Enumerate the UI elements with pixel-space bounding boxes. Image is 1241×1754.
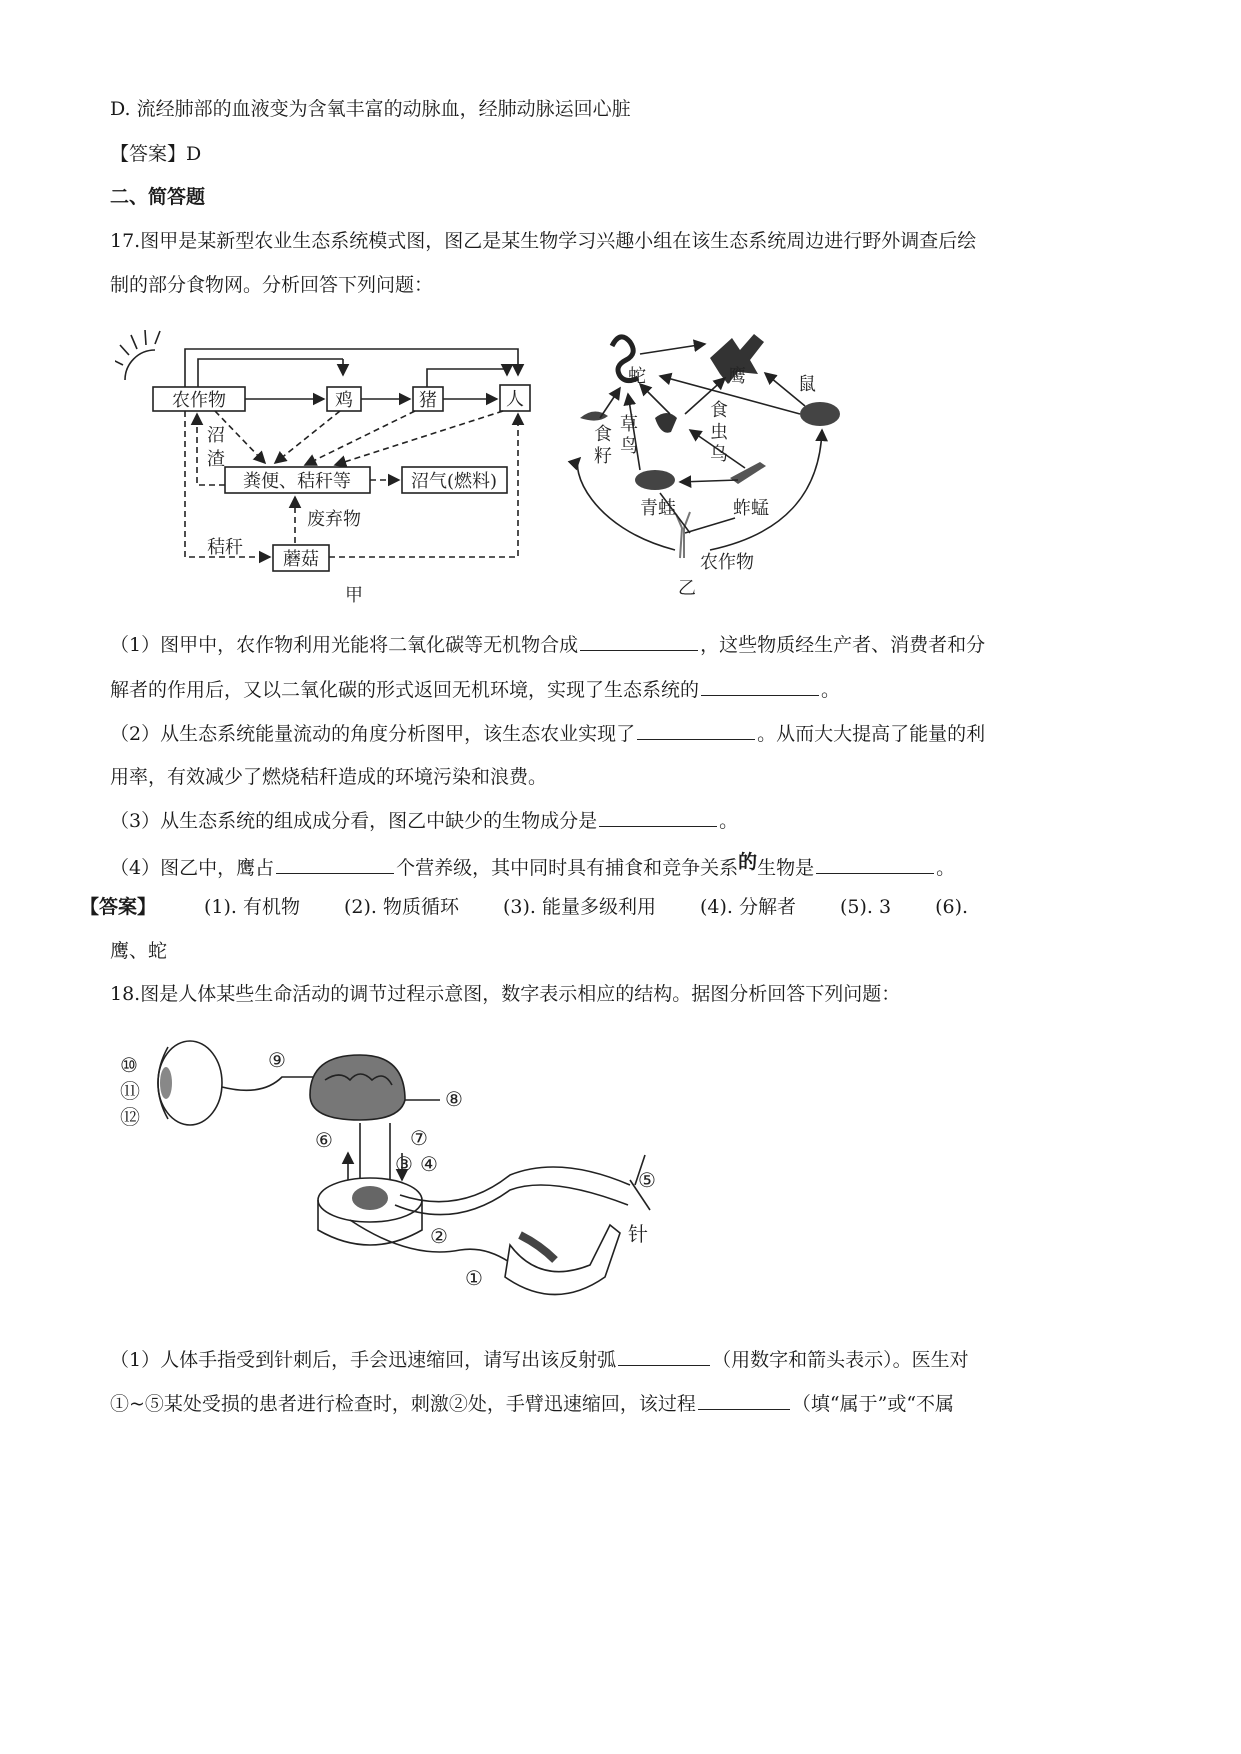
q17-answer-label: 【答案】: [80, 896, 157, 918]
label-rat: 鼠: [798, 374, 816, 395]
q17-part2-line2: 用率，有效减少了燃烧秸秆造成的环境污染和浪费。: [110, 766, 548, 788]
node-pig-label: 猪: [419, 390, 437, 411]
q17-p2-text-a: （2）从生态系统能量流动的角度分析图甲，该生态农业实现了: [110, 723, 636, 745]
q17-p1-text-c: 解者的作用后，又以二氧化碳的形式返回无机环境，实现了生态系统的: [110, 679, 700, 701]
label-seed-bird-1: 食: [594, 424, 612, 445]
q18-blank-2[interactable]: [698, 1391, 790, 1410]
figure-yi-food-web: [560, 318, 930, 608]
q17-p3-text-b: 。: [719, 810, 739, 832]
arm-icon: [505, 1225, 620, 1295]
crops-icon: [676, 512, 690, 558]
q17-answer-item: (6).: [935, 896, 969, 918]
label-grass-bird-2: 鸟: [620, 436, 638, 457]
q17-blank-5[interactable]: [276, 855, 394, 874]
label-12: ⑫: [120, 1105, 140, 1129]
label-5: ⑤: [638, 1168, 656, 1192]
label-crops: 农作物: [700, 552, 754, 573]
q17-answer-line: [80, 895, 968, 919]
spinal-cord-icon: [318, 1178, 422, 1245]
figure-yi-caption: 乙: [678, 578, 696, 599]
label-8: ⑧: [445, 1087, 463, 1111]
label-snake: 蛇: [628, 366, 646, 387]
q17-answer-item: (2). 物质循环: [344, 896, 460, 918]
q17-p4-text-d: 。: [936, 857, 956, 879]
label-needle: 针: [628, 1222, 648, 1246]
q17-p4-text-de: 的: [738, 851, 758, 873]
node-human-label: 人: [506, 389, 524, 410]
q17-p1-text-d: 。: [821, 679, 841, 701]
label-hawk: 鹰: [728, 366, 746, 387]
q17-answer-item: (5). 3: [840, 896, 892, 918]
q17-part4: [110, 851, 956, 880]
q17-p4-text-b: 个营养级，其中同时具有捕食和竞争关系: [396, 857, 739, 879]
q17-p3-text-a: （3）从生态系统的组成成分看，图乙中缺少的生物成分是: [110, 810, 598, 832]
sun-icon: [115, 330, 160, 380]
q17-blank-3[interactable]: [637, 721, 755, 740]
frog-icon: [635, 470, 675, 490]
label-6: ⑥: [315, 1128, 333, 1152]
figure-jia-ecosystem: [115, 325, 550, 610]
label-seed-bird-2: 籽: [594, 446, 612, 467]
q18-p1-text-d: （填“属于”或“不属: [791, 1393, 955, 1415]
q17-answer-item: (3). 能量多级利用: [503, 896, 657, 918]
q17-part1-line2: [110, 677, 840, 702]
insect-bird-icon: [655, 413, 677, 433]
q18-p1-text-a: （1）人体手指受到针刺后，手会迅速缩回，请写出该反射弧: [110, 1349, 617, 1371]
q17-answer-item: (4). 分解者: [700, 896, 797, 918]
q17-stem-line2: 制的部分食物网。分析回答下列问题：: [110, 274, 434, 296]
q17-p4-text-a: （4）图乙中，鹰占: [110, 857, 275, 879]
label-insect-bird-3: 鸟: [710, 444, 728, 465]
label-insect-bird-2: 虫: [710, 422, 728, 443]
q18-p1-text-b: （用数字和箭头表示）。医生对: [712, 1349, 969, 1371]
rat-icon: [800, 402, 840, 426]
brain-icon: [310, 1055, 405, 1120]
label-insect-bird-1: 食: [710, 400, 728, 421]
label-residue-1: 沼: [207, 425, 225, 446]
q17-blank-2[interactable]: [701, 677, 819, 696]
label-frog: 青蛙: [640, 498, 676, 519]
q17-p1-text-a: （1）图甲中，农作物利用光能将二氧化碳等无机物合成: [110, 634, 579, 656]
q17-p1-text-b: ，这些物质经生产者、消费者和分: [700, 634, 986, 656]
q16-option-d: D. 流经肺部的血液变为含氧丰富的动脉血，经肺动脉运回心脏: [110, 98, 631, 120]
q17-answer-item: (1). 有机物: [204, 896, 301, 918]
label-1: ①: [465, 1266, 483, 1290]
label-7: ⑦: [410, 1126, 428, 1150]
label-3: ③: [395, 1152, 413, 1176]
q17-part2-line1: [110, 721, 985, 746]
eye-icon: [158, 1041, 222, 1125]
q17-stem-line1: 17.图甲是某新型农业生态系统模式图，图乙是某生物学习兴趣小组在该生态系统周边进行野外调查后绘: [110, 230, 977, 252]
label-grass-bird-1: 草: [620, 414, 638, 435]
q18-blank-1[interactable]: [618, 1347, 710, 1366]
label-10: ⑩: [120, 1053, 138, 1077]
q18-p1-text-c: ①~⑤某处受损的患者进行检查时，刺激②处，手臂迅速缩回，该过程: [110, 1393, 696, 1415]
label-11: ⑪: [120, 1079, 140, 1103]
label-9: ⑨: [268, 1048, 286, 1072]
q18-part1-line2: [110, 1391, 954, 1416]
label-4: ④: [420, 1152, 438, 1176]
q17-answer-tail: 鹰、蛇: [110, 940, 168, 962]
node-manure-label: 粪便、秸秆等: [243, 471, 351, 492]
label-waste: 废弃物: [307, 509, 361, 530]
node-chicken-label: 鸡: [335, 390, 353, 411]
q17-p2-text-b: 。从而大大提高了能量的利: [757, 723, 986, 745]
q16-answer: 【答案】D: [110, 143, 202, 165]
label-grasshopper: 蚱蜢: [733, 498, 769, 519]
node-biogas-label: 沼气(燃料): [410, 471, 498, 492]
figure-jia-caption: 甲: [345, 585, 363, 606]
q17-blank-4[interactable]: [599, 808, 717, 827]
q17-part3: [110, 808, 738, 833]
q18-part1-line1: [110, 1347, 969, 1372]
node-mushroom-label: 蘑菇: [283, 549, 319, 570]
label-straw: 秸秆: [207, 537, 243, 558]
figure-reflex-arc: [110, 1035, 680, 1305]
node-crops-label: 农作物: [172, 390, 226, 411]
q17-blank-6[interactable]: [816, 855, 934, 874]
q18-stem: 18.图是人体某些生命活动的调节过程示意图，数字表示相应的结构。据图分析回答下列问题：: [110, 983, 901, 1005]
q17-blank-1[interactable]: [580, 632, 698, 651]
q17-part1-line1: [110, 632, 985, 657]
label-residue-2: 渣: [207, 449, 225, 470]
q17-p4-text-c: 生物是: [757, 857, 815, 879]
label-2: ②: [430, 1224, 448, 1248]
section-title: 二、简答题: [110, 186, 206, 208]
